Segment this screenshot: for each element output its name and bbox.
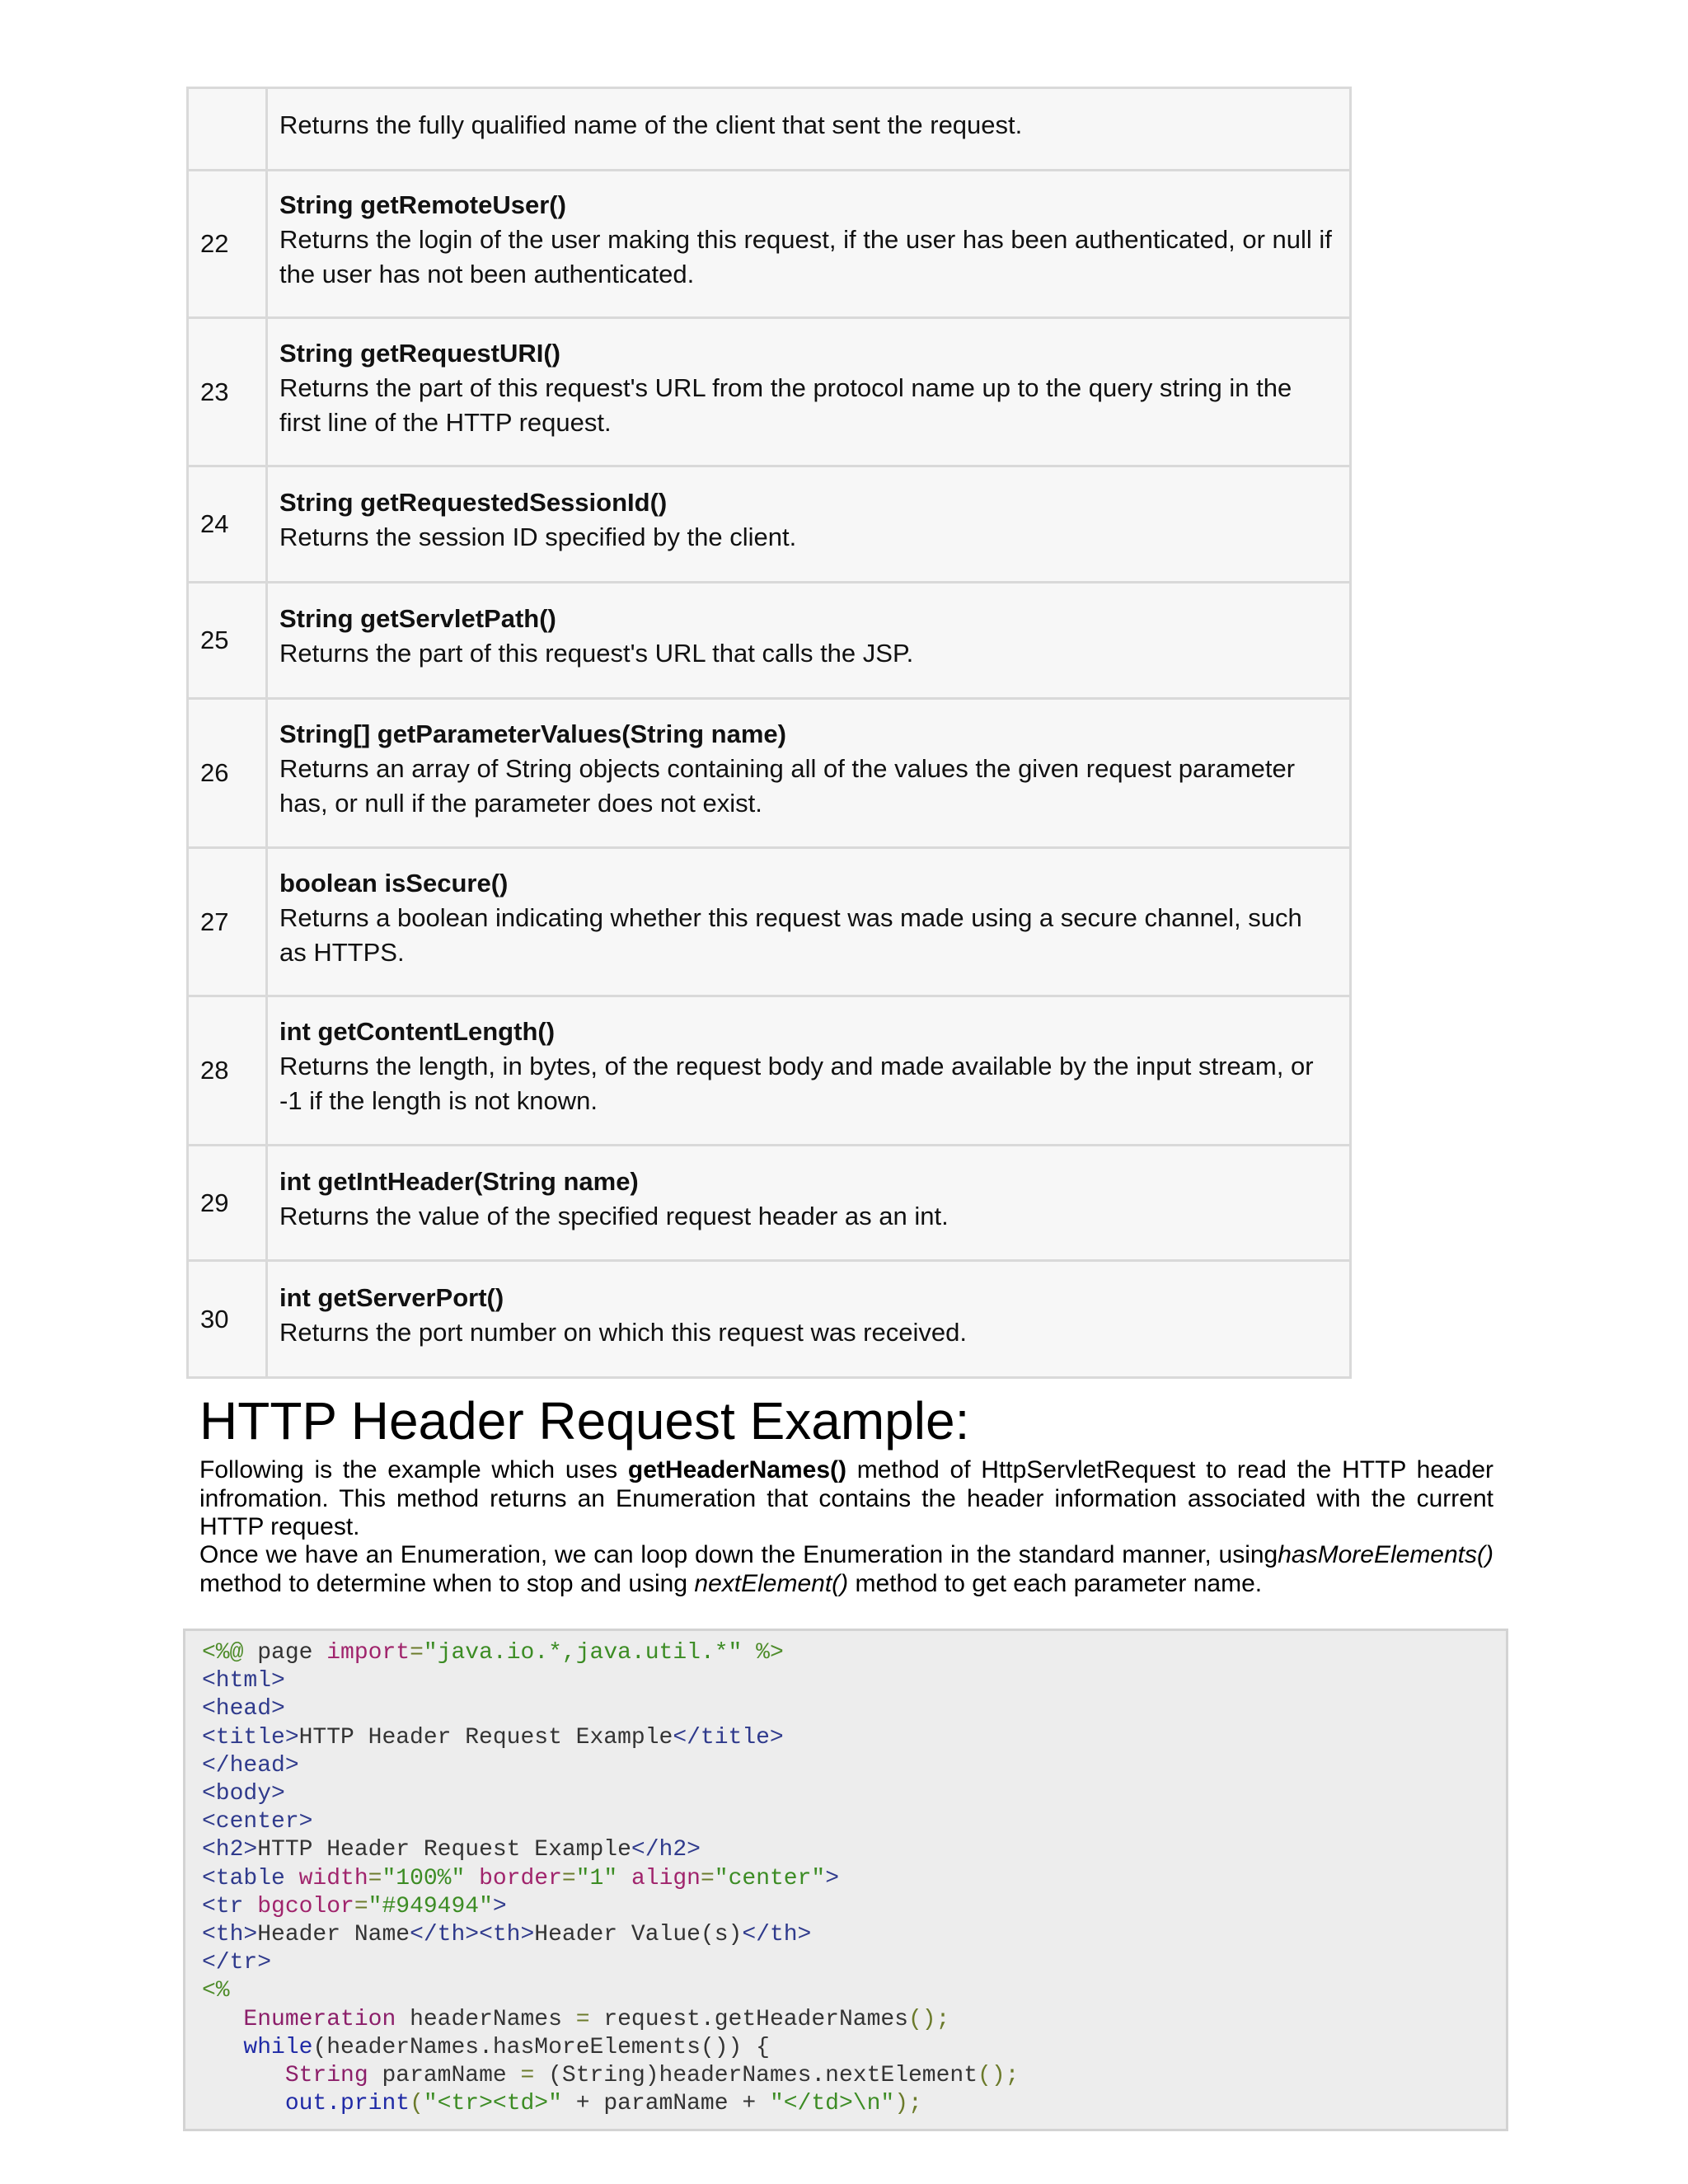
para1-method-name: getHeaderNames()	[627, 1456, 847, 1483]
row-number: 25	[188, 583, 267, 699]
section-heading: HTTP Header Request Example:	[199, 1391, 970, 1451]
para1-text-before: Following is the example which uses	[199, 1456, 628, 1483]
table-row	[188, 1261, 1351, 1378]
method-description: Returns a boolean indicating whether this request was made using a secure channel, such as HTTPS.	[279, 902, 1302, 967]
table-row	[188, 88, 1351, 171]
table-row	[188, 699, 1351, 848]
row-description-cell	[267, 848, 1351, 996]
row-description-cell	[267, 1146, 1351, 1261]
method-signature: String[] getParameterValues(String name)	[279, 719, 786, 748]
methods-table	[186, 87, 1352, 1379]
row-description-cell	[267, 699, 1351, 848]
row-description-cell	[267, 996, 1351, 1146]
code-line-15: while(headerNames.hasMoreElements()) {	[243, 2034, 770, 2060]
code-block[interactable]	[183, 1629, 1508, 2131]
code-line-12: </tr>	[202, 1950, 272, 1976]
method-signature: String getRequestedSessionId()	[279, 488, 668, 517]
method-signature: String getServletPath()	[279, 604, 556, 633]
code-line-11: <th>Header Name</th><th>Header Value(s)</th>	[202, 1922, 812, 1948]
code-line-2: <html>	[202, 1668, 285, 1694]
row-number	[188, 88, 267, 171]
para2-text-3: method to get each parameter name.	[848, 1569, 1263, 1597]
row-description-cell	[267, 88, 1351, 171]
table-row	[188, 171, 1351, 318]
method-description: Returns the login of the user making this request, if the user has been authenticated, or null if the user has not been authenticated.	[279, 225, 1332, 288]
table-row	[188, 996, 1351, 1146]
code-listing	[202, 1639, 1506, 2118]
method-description: Returns the port number on which this request was received.	[279, 1317, 967, 1347]
row-description-cell	[267, 583, 1351, 699]
method-description: Returns the value of the specified request header as an int.	[279, 1201, 949, 1230]
row-description-cell	[267, 466, 1351, 583]
code-line-13: <%	[202, 1978, 230, 2004]
enumeration-paragraph	[199, 1541, 1493, 1598]
method-signature: boolean isSecure()	[279, 868, 509, 898]
row-description-cell	[267, 318, 1351, 466]
para2-text-2: method to determine when to stop and using	[199, 1569, 695, 1597]
row-number: 28	[188, 996, 267, 1146]
code-line-4: <title>HTTP Header Request Example</title>	[202, 1724, 784, 1750]
code-line-8: <h2>HTTP Header Request Example</h2>	[202, 1837, 701, 1863]
code-line-10: <tr bgcolor="#949494">	[202, 1893, 507, 1919]
para1-text-after: method of HttpServletRequest to read the HTTP header infromation. This method returns an Enumeration that contains the header information associated with the current HTTP request.	[199, 1456, 1493, 1540]
table-row	[188, 583, 1351, 699]
table-row	[188, 1146, 1351, 1261]
intro-paragraph	[199, 1456, 1493, 1542]
method-signature: int getServerPort()	[279, 1282, 504, 1312]
method-description: Returns the session ID specified by the client.	[279, 523, 797, 551]
code-line-17: out.print("<tr><td>" + paramName + "</td>\n");	[284, 2091, 922, 2117]
method-description: Returns the length, in bytes, of the request body and made available by the input stream, or -1 if the length is not known.	[279, 1052, 1314, 1115]
method-description: Returns the fully qualified name of the client that sent the request.	[279, 110, 1023, 139]
method-signature: String getRemoteUser()	[279, 190, 566, 219]
row-number: 30	[188, 1261, 267, 1378]
row-number: 26	[188, 699, 267, 848]
para2-method-2: nextElement()	[694, 1569, 849, 1597]
row-number: 29	[188, 1146, 267, 1261]
table-row	[188, 466, 1351, 583]
row-number: 24	[188, 466, 267, 583]
method-description: Returns the part of this request's URL that calls the JSP.	[279, 639, 914, 668]
code-line-7: <center>	[202, 1809, 313, 1835]
method-signature: int getIntHeader(String name)	[279, 1166, 639, 1196]
row-number: 27	[188, 848, 267, 996]
row-number: 23	[188, 318, 267, 466]
row-description-cell	[267, 171, 1351, 318]
method-description: Returns an array of String objects containing all of the values the given request parameter has, or null if the parameter does not exist.	[279, 754, 1296, 818]
method-description: Returns the part of this request's URL from the protocol name up to the query string in the first line of the HTTP request.	[279, 373, 1292, 437]
para2-method-1: hasMoreElements()	[1278, 1541, 1493, 1568]
code-line-6: <body>	[202, 1781, 285, 1807]
code-line-3: <head>	[202, 1696, 285, 1722]
row-number: 22	[188, 171, 267, 318]
code-line-16: String paramName = (String)headerNames.nextElement();	[284, 2063, 1020, 2089]
method-signature: String getRequestURI()	[279, 338, 560, 368]
code-line-9: <table width="100%" border="1" align="center">	[202, 1865, 840, 1891]
para2-text-1: Once we have an Enumeration, we can loop down the Enumeration in the standard manner, using	[199, 1541, 1278, 1568]
table-row	[188, 318, 1351, 466]
method-signature: int getContentLength()	[279, 1017, 556, 1046]
code-line-1: <%@ page import="java.io.*,java.util.*" %>	[202, 1640, 784, 1666]
row-description-cell	[267, 1261, 1351, 1378]
code-line-14: Enumeration headerNames = request.getHeaderNames();	[243, 2006, 950, 2032]
table-row	[188, 848, 1351, 996]
code-line-5: </head>	[202, 1752, 299, 1779]
